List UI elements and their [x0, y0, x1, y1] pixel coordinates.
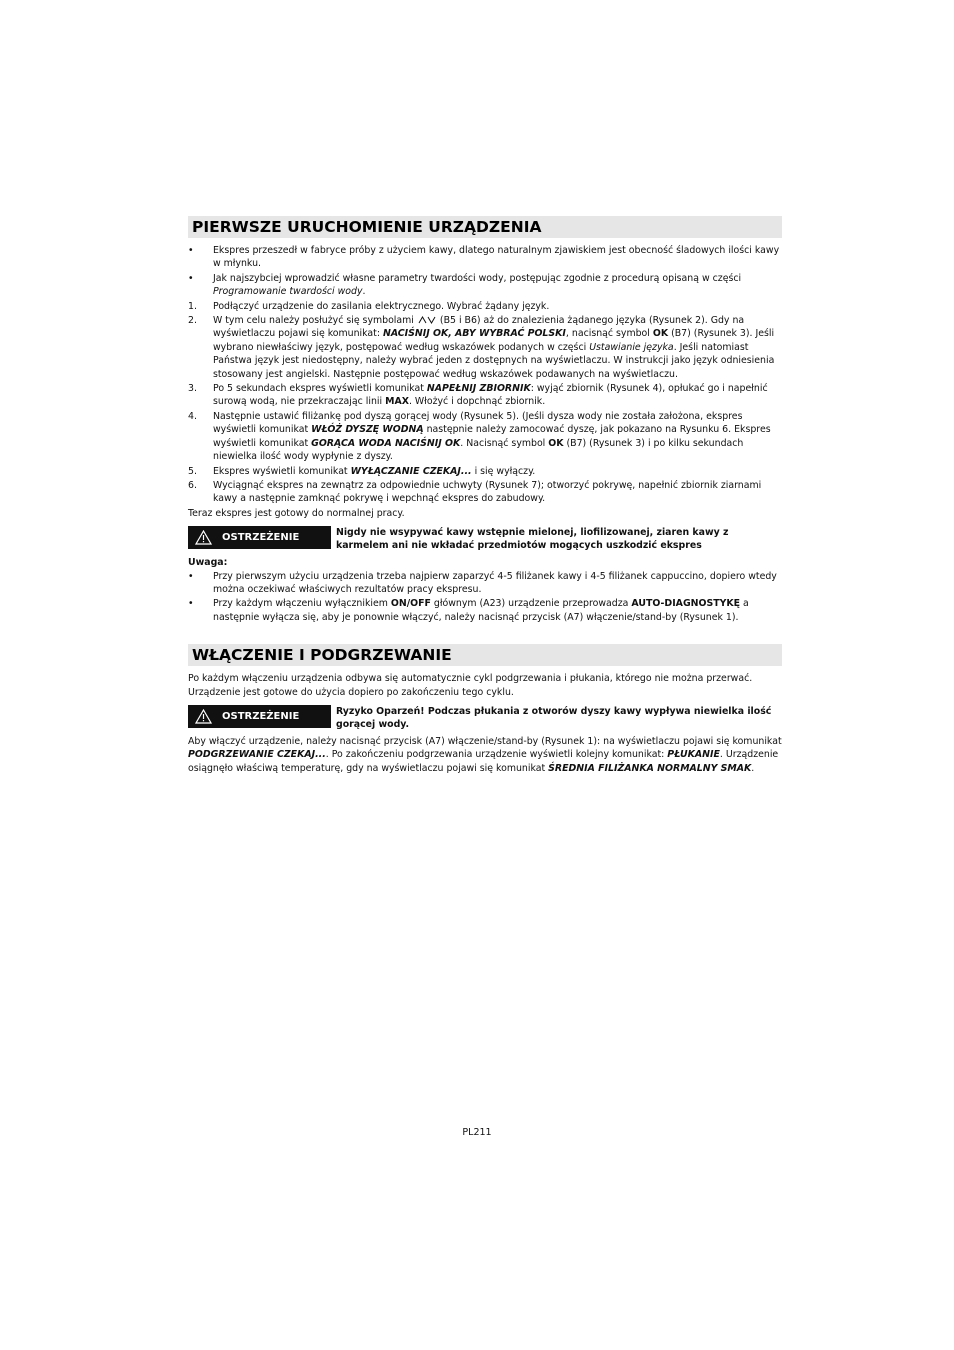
section-title-first-startup: PIERWSZE URUCHOMIENIE URZĄDZENIA [188, 216, 782, 238]
list-item [188, 314, 782, 381]
list-item [188, 410, 782, 464]
list-item [188, 300, 782, 313]
text-run: Po każdym włączeniu urządzenia odbywa się automatycznie cykl podgrzewania i płukania, którego nie można przerwać. [188, 673, 753, 685]
emphasis-text: ON/OFF [390, 598, 431, 610]
text-run: następnie należy zamocować dyszę, jak pokazano na Rysunku 6. Ekspres wyświetli komunikat [213, 424, 771, 449]
page-content [188, 216, 782, 775]
emphasis-text: AUTO-DIAGNOSTYKĘ [631, 598, 741, 610]
first-startup-list [188, 244, 782, 506]
emphasis-text: MAX [385, 396, 409, 408]
text-run: . [751, 762, 755, 774]
paragraph [188, 672, 782, 685]
text-run: głównym (A23) urządzenie przeprowadza [430, 598, 632, 610]
list-marker: • [188, 272, 194, 284]
note-label: Uwaga: [188, 557, 228, 569]
list-marker: • [188, 245, 194, 256]
list-item [188, 272, 782, 299]
warning-badge [188, 705, 331, 728]
emphasis-text: OK [652, 328, 669, 340]
warning-label: OSTRZEŻENIE [222, 531, 300, 543]
text-run: Podłączyć urządzenie do zasilania elektrycznego. Wybrać żądany język. [213, 300, 550, 312]
text-run: Następnie ustawić filiżankę pod dyszą gorącej wody (Rysunek 5). (Jeśli dysza wody nie została założona, ekspres wyświetli komunikat [213, 410, 743, 436]
emphasis-text: NACIŚNIJ OK, ABY WYBRAĆ POLSKI [382, 328, 566, 340]
text-run: Przy pierwszym użyciu urządzenia trzeba najpierw zaparzyć 4-5 filiżanek kawy i 4-5 filiżanek cappuccino, dopiero wtedy można oczekiwać właściwych rezultatów pracy ekspresu. [213, 570, 777, 595]
list-marker: 4. [188, 410, 197, 422]
text-run: . Włożyć i dopchnąć zbiornik. [408, 396, 546, 408]
text-run: , nacisnąć symbol [565, 328, 653, 340]
text-run: Jak najszybciej wprowadzić własne parametry twardości wody, postępując zgodnie z procedurą opisaną w części [213, 272, 742, 284]
emphasis-text: Programowanie twardości wody [213, 286, 363, 298]
emphasis-text: NAPEŁNIJ ZBIORNIK [426, 383, 531, 395]
warning-label: OSTRZEŻENIE [222, 710, 300, 722]
text-run: a następnie wyłącza się, aby je ponownie włączyć, należy nacisnąć przycisk (A7) włączenie/stand-by (Rysunek 1). [213, 598, 749, 623]
list-marker: 1. [188, 300, 197, 312]
list-marker: 3. [188, 383, 197, 395]
text-run: (B5 i B6) aż do znalezienia żądanego języka (Rysunek 2). Gdy na wyświetlaczu pojawi się komunikat: [213, 315, 745, 340]
list-item [188, 479, 782, 506]
emphasis-text: ŚREDNIA FILIŻANKA NORMALNY SMAK [548, 762, 752, 774]
note-item [188, 570, 782, 597]
emphasis-text: PŁUKANIE [667, 749, 720, 761]
page-number: PL211 [462, 1127, 492, 1138]
warning-text: Ryzyko Oparzeń! Podczas płukania z otworów dyszy kawy wypływa niewielka ilość gorącej wody. [336, 705, 772, 730]
text-run: : wyjąć zbiornik (Rysunek 4), opłukać go i napełnić surową wodą, nie przekraczając linii [213, 383, 768, 408]
section-title-heating: WŁĄCZENIE I PODGRZEWANIE [188, 644, 782, 666]
text-run: Przy każdym włączeniu wyłącznikiem [213, 598, 391, 610]
text-run: . [362, 286, 366, 298]
section-heating [188, 644, 782, 775]
list-marker: 6. [188, 479, 197, 491]
paragraph [188, 686, 782, 699]
list-marker: • [188, 570, 194, 582]
text-run: . Nacisnąć symbol [460, 437, 549, 449]
paragraph [188, 735, 782, 775]
text-run: . Po zakończeniu podgrzewania urządzenie wyświetli kolejny komunikat: [325, 749, 668, 761]
ready-text: Teraz ekspres jest gotowy do normalnej pracy. [188, 507, 405, 519]
emphasis-text: Ustawianie języka [589, 341, 674, 353]
text-run: i się wyłączy. [471, 465, 536, 477]
text-run: . Jeśli natomiast Państwa język jest niedostępny, należy wybrać jeden z dostępnych na wyświetlaczu. W instrukcji jako język odniesienia stosowany jest angielski. Następnie postępować według wskazówek podawanych na wyświetlaczu. [213, 341, 775, 380]
text-run: Urządzenie jest gotowe do użycia dopiero po zakończeniu tego cyklu. [188, 686, 514, 698]
emphasis-text: PODGRZEWANIE CZEKAJ... [188, 749, 326, 761]
text-run: Aby włączyć urządzenie, należy nacisnąć przycisk (A7) włączenie/stand-by (Rysunek 1): na wyświetlaczu pojawi się komunikat [188, 735, 782, 747]
warning-badge [188, 526, 331, 549]
text-run: . Urządzenie osiągnęło właściwą temperaturę, gdy na wyświetlaczu pojawi się komunikat [188, 749, 779, 774]
emphasis-text: GORĄCA WODA NACIŚNIJ OK [311, 437, 461, 449]
list-marker: 2. [188, 315, 197, 327]
text-run: (B7) (Rysunek 3) i po kilku sekundach niewielka ilość wody wypłynie z dyszy. [213, 437, 744, 463]
warning-triangle-icon [195, 709, 212, 724]
warning-block-2 [188, 705, 782, 731]
list-marker: 5. [188, 465, 197, 477]
note-item [188, 597, 782, 624]
text-run: Ekspres przeszedł w fabryce próby z użyciem kawy, dlatego naturalnym zjawiskiem jest obecność śladowych ilości kawy w młynku. [213, 245, 780, 270]
list-item [188, 244, 782, 271]
text-run: Wyciągnąć ekspres na zewnątrz za odpowiednie uchwyty (Rysunek 7); otworzyć pokrywę, napełnić zbiornik ziarnami kawy a następnie zamknąć pokrywę i wepchnąć ekspres do zabudowy. [213, 479, 762, 505]
text-run: (B7) (Rysunek 3). Jeśli wybrano niewłaściwy język, postępować według wskazówek podanych w części [213, 328, 775, 353]
warning-triangle-icon [195, 530, 212, 545]
list-marker: • [188, 598, 194, 610]
text-run: Po 5 sekundach ekspres wyświetli komunikat [213, 383, 427, 395]
warning-text: Nigdy nie wsypywać kawy wstępnie mielonej, liofilizowanej, ziaren kawy z karmelem ani nie wkładać przedmiotów mogących uszkodzić ekspres [336, 527, 729, 552]
up-down-arrows-icon [418, 315, 436, 325]
warning-block-1 [188, 526, 782, 552]
text-run: W tym celu należy posłużyć się symbolami [213, 315, 414, 327]
text-run: Ekspres wyświetli komunikat [213, 465, 351, 477]
notes-list [188, 570, 782, 625]
emphasis-text: WŁÓŻ DYSZĘ WODNĄ [311, 424, 424, 436]
emphasis-text: OK [548, 437, 564, 449]
emphasis-text: WYŁĄCZANIE CZEKAJ... [350, 465, 472, 477]
list-item [188, 382, 782, 409]
list-item [188, 465, 782, 478]
heating-body [188, 735, 782, 775]
heating-intro [188, 672, 782, 699]
